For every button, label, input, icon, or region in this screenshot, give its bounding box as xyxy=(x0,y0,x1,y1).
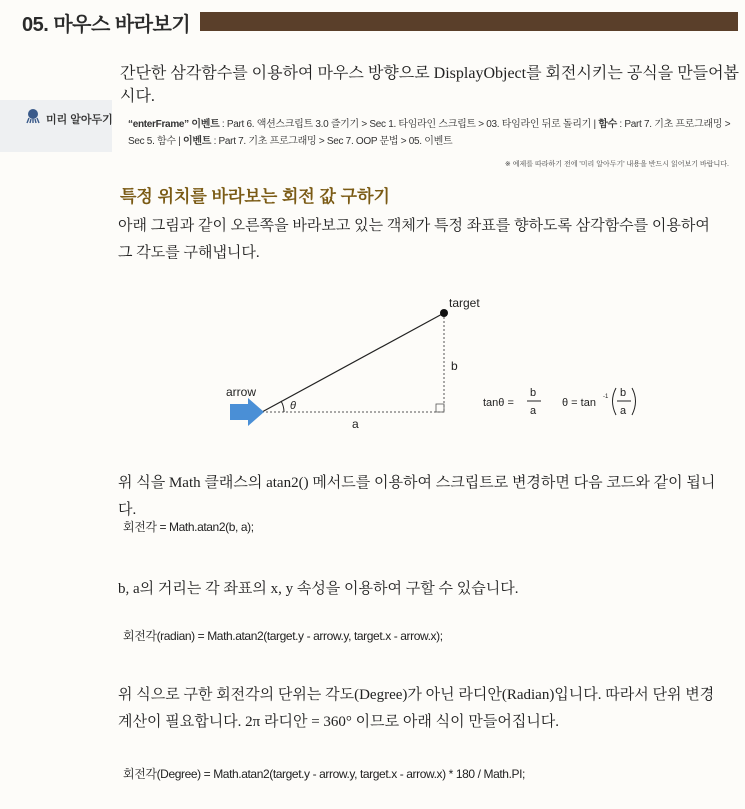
paragraph-1: 아래 그림과 같이 오른쪽을 바라보고 있는 객체가 특정 좌표를 향하도록 삼각함수를 이용하여 그 각도를 구해냅니다. xyxy=(118,218,710,261)
code-line-1: 회전각 = Math.atan2(b, a); xyxy=(123,520,254,534)
section-title: 특정 위치를 바라보는 회전 값 구하기 xyxy=(120,187,390,206)
atan-fraction-denominator: a xyxy=(620,405,627,417)
trig-diagram xyxy=(0,290,745,440)
theta-formula-lhs: θ = tan xyxy=(562,397,596,409)
right-paren xyxy=(632,388,636,415)
title-bar-decoration xyxy=(200,12,738,31)
right-angle-marker xyxy=(436,404,444,412)
ref-function-sec: Sec 5. 함수 | xyxy=(128,136,184,147)
preview-note: ※ 예제를 따라하기 전에 '미리 알아두기' 내용을 반드시 읽어보기 바랍니다. xyxy=(504,161,729,168)
ref-enterframe-path: : Part 6. 액션스크립트 3.0 즐기기 > Sec 1. 타임라인 스크립트 > 03. 타임라인 뒤로 돌리기 | xyxy=(219,119,599,130)
arrow-label: arrow xyxy=(226,385,257,399)
left-paren xyxy=(613,388,617,415)
paragraph-2: 위 식을 Math 클래스의 atan2() 메서드를 이용하여 스크립트로 변경하면 다음 코드와 같이 됩니다. xyxy=(118,475,716,518)
side-b-label: b xyxy=(451,359,458,373)
paragraph-4: 위 식으로 구한 회전각의 단위는 각도(Degree)가 아닌 라디안(Radian)입니다. 따라서 단위 변경 계산이 필요합니다. 2π 라디안 = 360° 이므로 아래 식이 만들어집니다. xyxy=(118,687,715,730)
tan-fraction-numerator: b xyxy=(530,387,537,399)
paragraph-3: b, a의 거리는 각 좌표의 x, y 속성을 이용하여 구할 수 있습니다. xyxy=(118,581,519,597)
inverse-superscript: -1 xyxy=(603,394,609,400)
octopus-icon xyxy=(25,108,41,124)
ref-enterframe: “enterFrame” 이벤트 xyxy=(128,119,220,130)
ref-event-path: : Part 7. 기초 프로그래밍 > Sec 7. OOP 문법 > 05. 이벤트 xyxy=(211,136,453,147)
target-label: target xyxy=(449,296,480,310)
ref-event: 이벤트 xyxy=(183,136,212,147)
theta-label: θ xyxy=(290,400,296,412)
hypotenuse-line xyxy=(262,313,444,412)
preview-label: 미리 알아두기 xyxy=(46,114,113,126)
page-title: 05. 마우스 바라보기 xyxy=(22,14,191,36)
tan-formula-lhs: tanθ = xyxy=(483,397,514,409)
tan-fraction-denominator: a xyxy=(530,405,537,417)
code-line-2: 회전각(radian) = Math.atan2(target.y - arrow.y, target.x - arrow.x); xyxy=(123,629,443,643)
ref-function-path: : Part 7. 기초 프로그래밍 > xyxy=(616,119,731,130)
intro-text: 간단한 삼각함수를 이용하여 마우스 방향으로 DisplayObject를 회전시키는 공식을 만들어봅시다. xyxy=(120,65,740,105)
code-line-3: 회전각(Degree) = Math.atan2(target.y - arrow.y, target.x - arrow.x) * 180 / Math.PI; xyxy=(123,767,525,781)
ref-function: 함수 xyxy=(598,119,617,130)
atan-fraction-numerator: b xyxy=(620,387,627,399)
preview-references xyxy=(128,116,740,150)
arrow-shape xyxy=(230,398,264,426)
side-a-label: a xyxy=(352,417,359,431)
angle-arc xyxy=(281,401,284,412)
target-point xyxy=(440,309,448,317)
